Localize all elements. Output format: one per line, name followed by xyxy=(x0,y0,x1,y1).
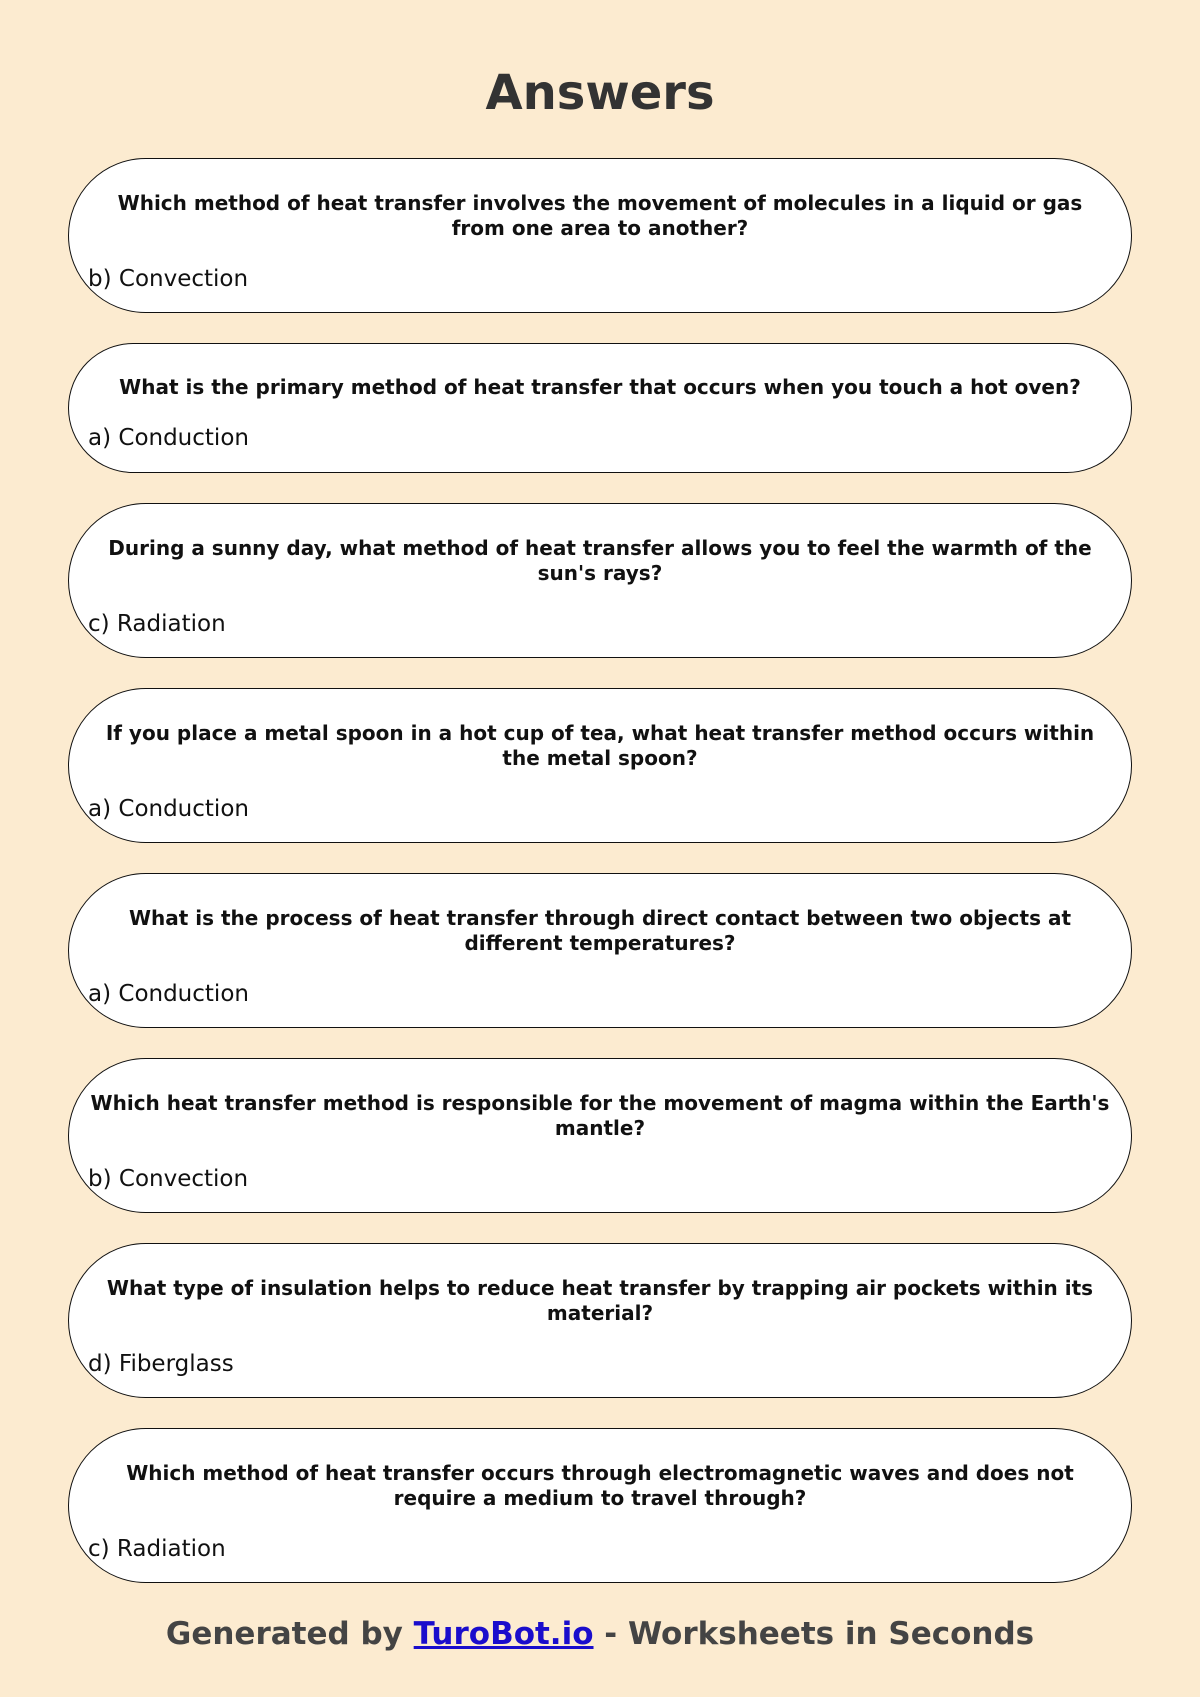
footer xyxy=(0,1616,1200,1653)
answer-card-3 xyxy=(68,503,1132,658)
answer-card-2 xyxy=(68,343,1132,473)
question-text: If you place a metal spoon in a hot cup of tea, what heat transfer method occurs within the metal spoon? xyxy=(105,721,1095,770)
question-text: What type of insulation helps to reduce heat transfer by trapping air pockets within its material? xyxy=(106,1276,1094,1325)
answer-card-7 xyxy=(68,1243,1132,1398)
answer-card-5 xyxy=(68,873,1132,1028)
answer-card-6 xyxy=(68,1058,1132,1213)
answer-text: a) Conduction xyxy=(88,425,249,451)
question-text: Which method of heat transfer involves the movement of molecules in a liquid or gas from one area to another? xyxy=(117,191,1083,240)
answer-text: b) Convection xyxy=(88,266,249,292)
page-title: Answers xyxy=(485,65,715,121)
question-text: Which heat transfer method is responsible for the movement of magma within the Earth's mantle? xyxy=(90,1091,1110,1140)
question-text: What is the primary method of heat transfer that occurs when you touch a hot oven? xyxy=(119,375,1081,399)
answer-list xyxy=(68,158,1132,1613)
footer-suffix: - Worksheets in Seconds xyxy=(593,1616,1035,1652)
turobot-link[interactable]: TuroBot.io xyxy=(413,1616,594,1652)
answer-text: a) Conduction xyxy=(88,981,249,1007)
footer-prefix: Generated by xyxy=(165,1616,414,1652)
answer-card-4 xyxy=(68,688,1132,843)
answer-card-8 xyxy=(68,1428,1132,1583)
answer-text: b) Convection xyxy=(88,1166,249,1192)
question-text: What is the process of heat transfer through direct contact between two objects at different temperatures? xyxy=(128,906,1072,955)
answer-text: c) Radiation xyxy=(88,1536,226,1562)
answer-card-1 xyxy=(68,158,1132,313)
answer-text: d) Fiberglass xyxy=(88,1351,234,1377)
answer-text: a) Conduction xyxy=(88,796,249,822)
question-text: During a sunny day, what method of heat transfer allows you to feel the warmth of the sun's rays? xyxy=(108,536,1092,585)
question-text: Which method of heat transfer occurs through electromagnetic waves and does not require a medium to travel through? xyxy=(126,1461,1074,1510)
answer-text: c) Radiation xyxy=(88,611,226,637)
